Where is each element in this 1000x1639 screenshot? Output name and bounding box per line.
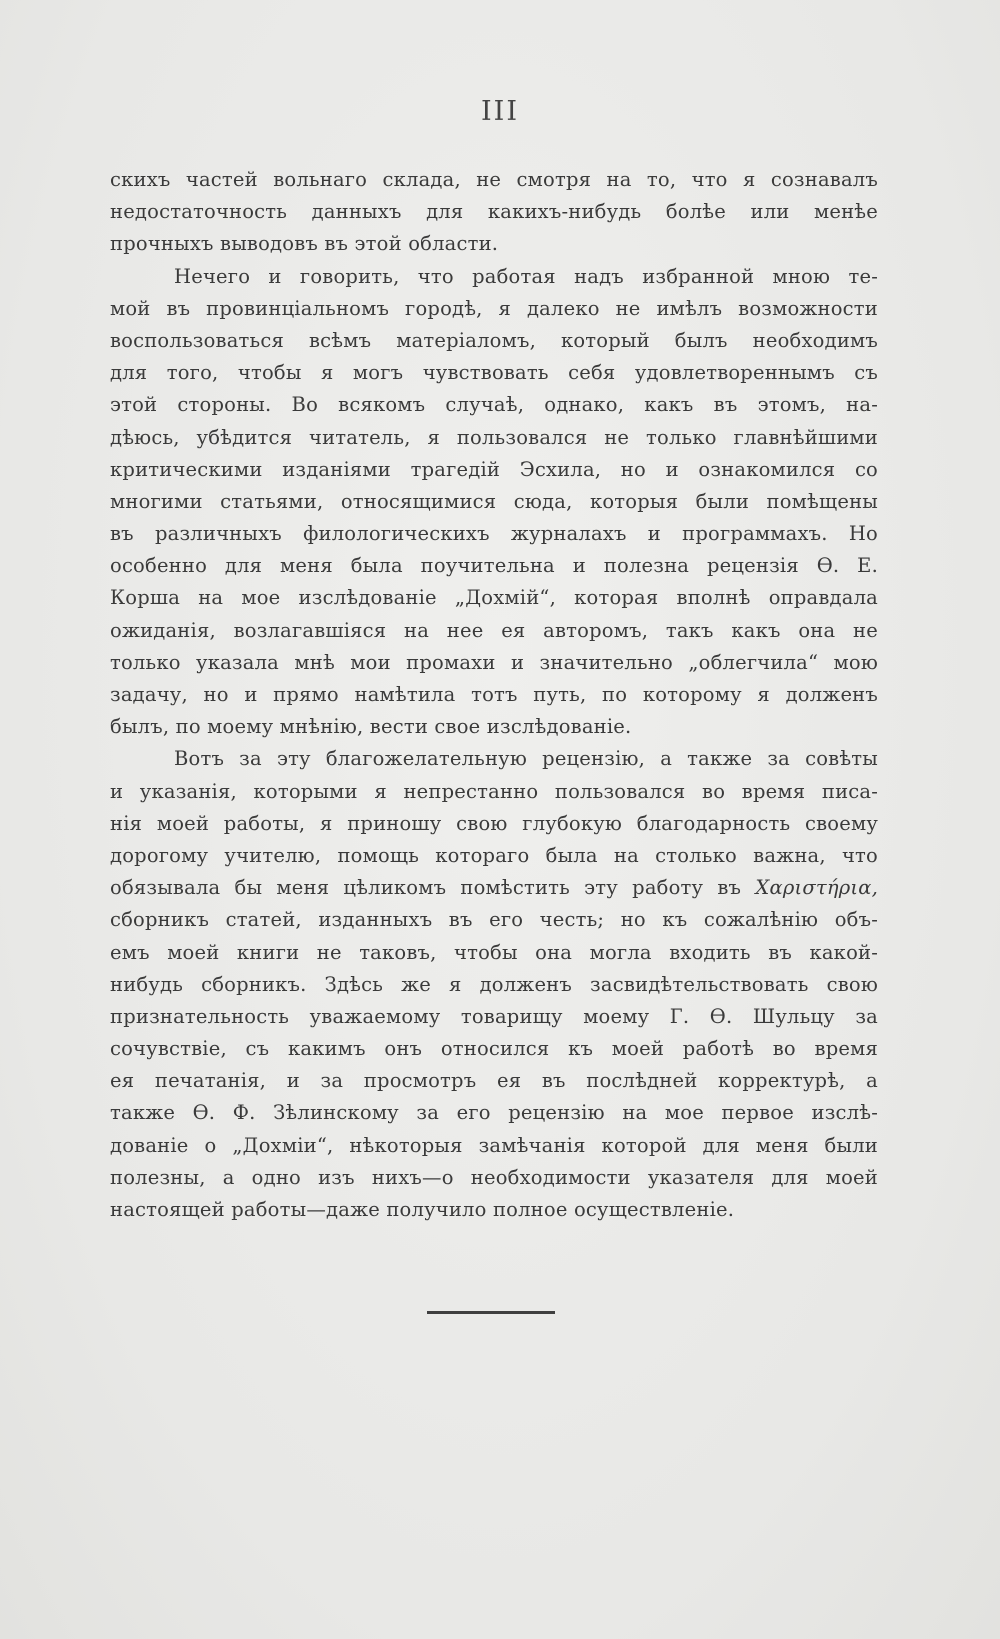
text-line: многими статьями, относящимися сюда, которыя были помѣщены bbox=[110, 489, 878, 513]
closing-rule bbox=[427, 1311, 555, 1314]
page-number: III bbox=[481, 96, 519, 127]
text-line: нибудь сборникъ. Здѣсь же я долженъ засвидѣтельствовать свою bbox=[110, 972, 878, 996]
text-line: для того, чтобы я могъ чувствовать себя удовлетвореннымъ съ bbox=[110, 361, 878, 385]
text-line: признательность уважаемому товарищу моему Г. Ѳ. Шульцу за bbox=[110, 1004, 878, 1028]
text-line: этой стороны. Во всякомъ случаѣ, однако, какъ въ этомъ, на- bbox=[110, 393, 878, 417]
text-line: недостаточность данныхъ для какихъ-нибудь болѣе или менѣе bbox=[110, 200, 878, 224]
body-text bbox=[110, 164, 878, 1226]
text-line: и указанія, которыми я непрестанно пользовался во время писа- bbox=[110, 779, 878, 803]
text-line: настоящей работы—даже получило полное осуществленіе. bbox=[110, 1198, 735, 1221]
text-line: скихъ частей вольнаго склада, не смотря на то, что я сознавалъ bbox=[110, 168, 878, 191]
text-line: также Ѳ. Ф. Зѣлинскому за его рецензію на мое первое изслѣ- bbox=[110, 1101, 878, 1125]
text-line: задачу, но и прямо намѣтила тотъ путь, по которому я долженъ bbox=[110, 683, 878, 706]
text-line: воспользоваться всѣмъ матеріаломъ, который былъ необходимъ bbox=[110, 328, 878, 352]
text-line: Вотъ за эту благожелательную рецензію, а также за совѣты bbox=[174, 747, 878, 771]
text-line: ея печатанія, и за просмотръ ея въ послѣдней корректурѣ, а bbox=[110, 1069, 878, 1093]
text-line: нія моей работы, я приношу свою глубокую благодарность своему bbox=[110, 811, 878, 835]
text-line: мой въ провинціальномъ городѣ, я далеко не имѣлъ возможности bbox=[110, 296, 878, 320]
text-line: Нечего и говорить, что работая надъ избранной мною те- bbox=[174, 264, 878, 288]
text-line: критическими изданіями трагедій Эсхила, но и ознакомился со bbox=[110, 457, 878, 481]
text-line: былъ, по моему мнѣнію, вести свое изслѣдованіе. bbox=[110, 715, 632, 739]
text-line: ожиданія, возлагавшіяся на нее ея авторомъ, такъ какъ она не bbox=[110, 618, 878, 642]
text-line: сборникъ статей, изданныхъ въ его честь; но къ сожалѣнію объ- bbox=[110, 908, 878, 932]
text-line: емъ моей книги не таковъ, чтобы она могла входить въ какой- bbox=[110, 940, 878, 964]
text-line: прочныхъ выводовъ въ этой области. bbox=[110, 232, 499, 256]
text-line: дованіе о „Дохміи“, нѣкоторыя замѣчанія которой для меня были bbox=[110, 1133, 878, 1157]
text-line: Корша на мое изслѣдованіе „Дохмій“, которая вполнѣ оправдала bbox=[110, 586, 878, 610]
text-line: дорогому учителю, помощь котораго была на столько важна, что bbox=[110, 843, 878, 867]
text-line: только указала мнѣ мои промахи и значительно „облегчила“ мою bbox=[110, 650, 878, 674]
text-line: особенно для меня была поучительна и полезна рецензія Ѳ. Е. bbox=[110, 554, 878, 578]
greek-word: Χαριστήρια, bbox=[755, 876, 878, 900]
text-line: сочувствіе, съ какимъ онъ относился къ моей работѣ во время bbox=[110, 1037, 878, 1061]
text-line: въ различныхъ филологическихъ журналахъ и программахъ. Но bbox=[110, 522, 878, 546]
text-line: дѣюсь, убѣдится читатель, я пользовался не только главнѣйшими bbox=[110, 425, 878, 449]
text-segment: обязывала бы меня цѣликомъ помѣстить эту работу въ bbox=[110, 876, 742, 900]
text-line-with-greek bbox=[110, 872, 878, 904]
text-line: полезны, а одно изъ нихъ—о необходимости указателя для моей bbox=[110, 1165, 878, 1189]
